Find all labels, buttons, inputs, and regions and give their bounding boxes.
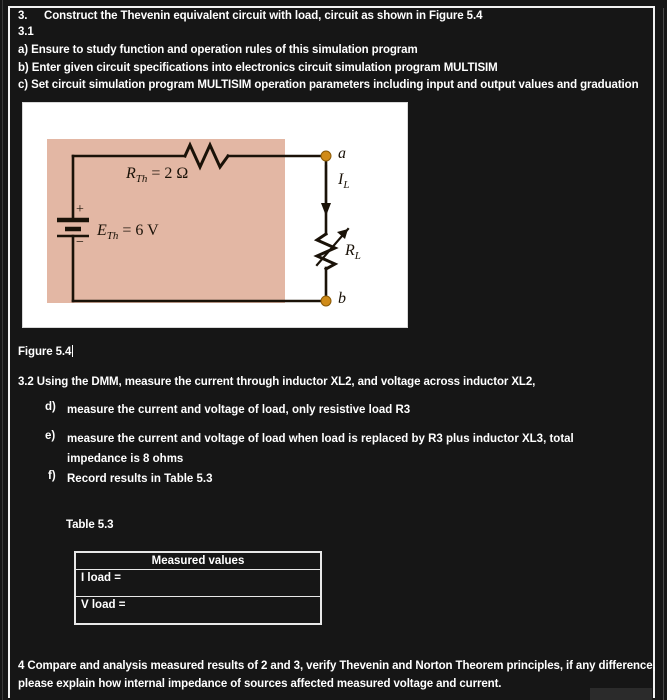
eth-subscript: Th [106,230,119,243]
section-3-2-text: 3.2 Using the DMM, measure the current through inductor XL2, and voltage across inductor XL2, [18,376,536,388]
rth-subscript: Th [135,173,148,186]
text-cursor [72,345,73,357]
section-3-1-label: 3.1 [18,26,34,38]
variable-resistor-rl-symbol [317,229,348,269]
current-arrow-il [321,165,331,216]
source-eth-label [97,222,159,242]
sub-item-f-marker: f) [48,470,56,482]
battery-plus-sign: + [76,202,84,217]
rth-symbol-letter: R [126,165,136,182]
page-top-rule [8,6,655,8]
step-a: a) Ensure to study function and operation rules of this simulation program [18,44,418,56]
eth-symbol-letter: E [97,222,107,239]
figure-caption [18,345,73,360]
terminal-b-label: b [338,290,346,307]
question-3-number: 3. [18,10,28,22]
figure-5-4-panel [22,102,408,328]
question-4-line-2: please explain how internal impedance of sources affected measured voltage and current. [18,678,502,690]
terminal-node-b-dot [321,296,331,306]
table-header-row [75,552,321,570]
battery-minus-sign: − [76,235,84,250]
current-il-label [338,171,349,191]
figure-caption-text: Figure 5.4 [18,346,72,358]
sub-item-e-text: measure the current and voltage of load when load is replaced by R3 plus inductor XL3, total [67,433,574,445]
step-c: c) Set circuit simulation program MULTISIM operation parameters including input and output values and graduation [18,79,639,91]
load-rl-label [345,242,361,262]
resistor-rth-symbol [185,145,228,167]
resistor-rth-label [126,165,188,185]
sub-item-e-marker: e) [45,430,56,442]
page-bottom-artifact [590,688,652,700]
eth-value: = 6 V [122,222,159,239]
il-symbol-letter: I [338,171,344,188]
battery-eth-symbol [57,220,89,236]
question-3-text: Construct the Thevenin equivalent circuit with load, circuit as shown in Figure 5.4 [44,10,483,22]
table-row[interactable] [75,597,321,624]
terminal-node-a-dot [321,151,331,161]
table-cell-v-load[interactable]: V load = [75,597,321,624]
page-outer-left-rule [2,0,3,700]
table-title: Table 5.3 [66,519,114,531]
sub-item-f-text: Record results in Table 5.3 [67,473,213,485]
il-subscript: L [343,179,350,192]
table-row[interactable] [75,570,321,597]
rl-subscript: L [354,250,361,263]
terminal-a-label: a [338,145,346,162]
table-cell-i-load[interactable]: I load = [75,570,321,597]
sub-item-d-marker: d) [45,401,56,413]
page-outer-right-rule [663,8,664,700]
page-left-rule [8,6,10,698]
measured-values-table [74,551,322,625]
table-header-measured-values: Measured values [75,552,321,570]
question-4-line-1: 4 Compare and analysis measured results of 2 and 3, verify Thevenin and Norton Theorem principles, if any difference, [18,660,656,672]
sub-item-d-text: measure the current and voltage of load, only resistive load R3 [67,404,411,416]
rl-symbol-letter: R [345,242,355,259]
step-b: b) Enter given circuit specifications into electronics circuit simulation program MULTISIM [18,62,498,74]
page-right-rule [653,6,655,698]
sub-item-e-continuation: impedance is 8 ohms [67,453,184,465]
rth-value: = 2 Ω [151,165,189,182]
